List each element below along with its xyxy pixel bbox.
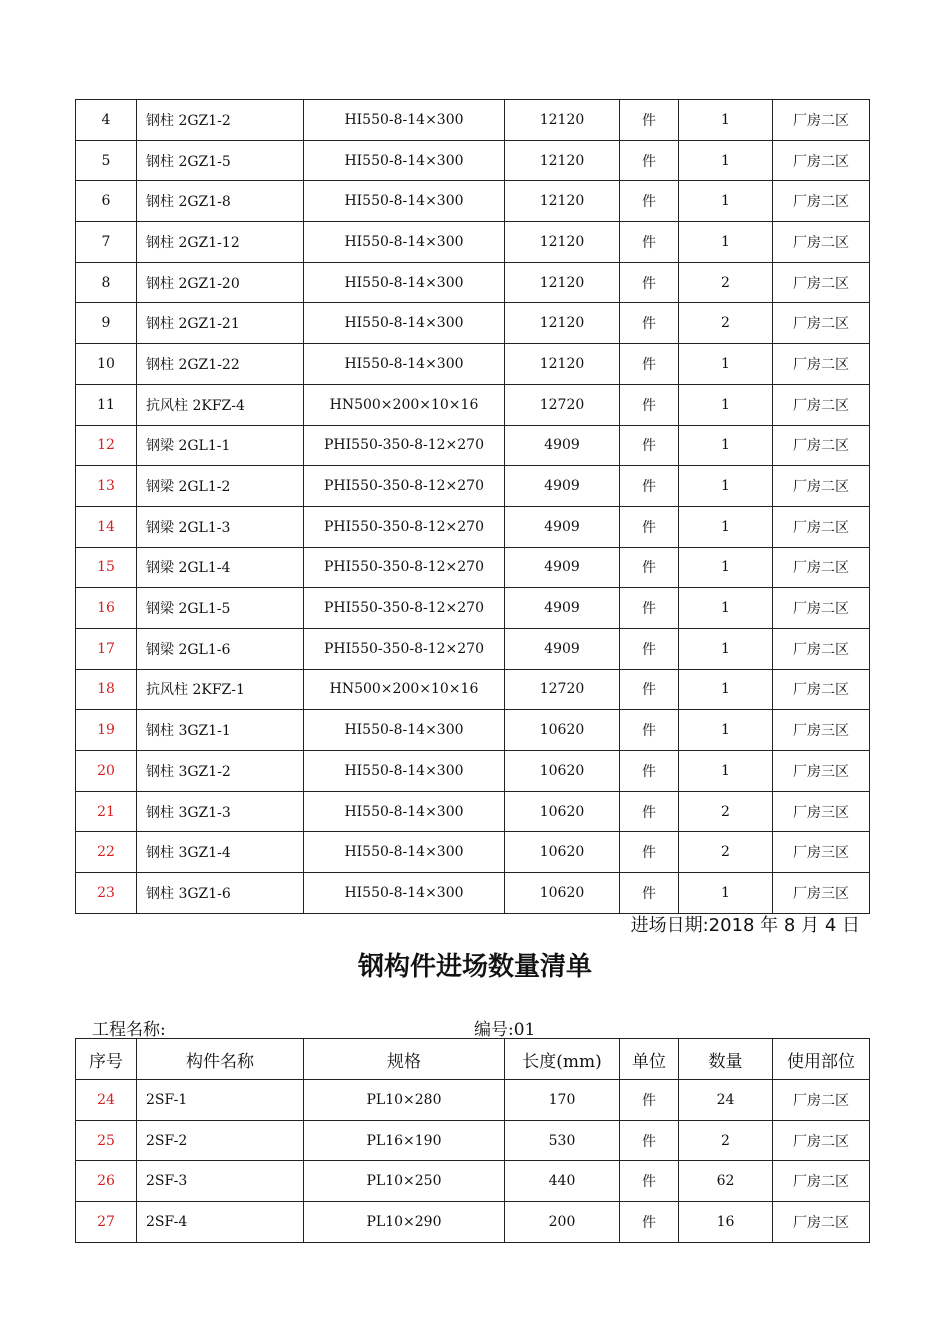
cell-spec: HN500×200×10×16 [304, 669, 505, 710]
cell-location: 厂房二区 [773, 262, 870, 303]
cell-seq: 9 [76, 303, 137, 344]
cell-spec: PL10×290 [304, 1202, 505, 1243]
cell-component-name: 2SF-4 [137, 1202, 304, 1243]
cell-unit: 件 [620, 140, 679, 181]
header-unit: 单位 [620, 1039, 679, 1080]
cell-quantity: 1 [679, 628, 773, 669]
cell-quantity: 24 [679, 1080, 773, 1121]
cell-quantity: 1 [679, 384, 773, 425]
cell-unit: 件 [620, 1202, 679, 1243]
cell-seq: 5 [76, 140, 137, 181]
cell-seq: 15 [76, 547, 137, 588]
cell-quantity: 1 [679, 588, 773, 629]
cell-length: 12720 [505, 669, 620, 710]
cell-quantity: 1 [679, 547, 773, 588]
cell-spec: PHI550-350-8-12×270 [304, 547, 505, 588]
cell-location: 厂房二区 [773, 588, 870, 629]
table-row [76, 1080, 870, 1121]
cell-location: 厂房二区 [773, 344, 870, 385]
table-header-row [76, 1039, 870, 1080]
cell-location: 厂房二区 [773, 628, 870, 669]
cell-location: 厂房二区 [773, 384, 870, 425]
cell-component-name: 2SF-1 [137, 1080, 304, 1121]
cell-spec: HI550-8-14×300 [304, 222, 505, 263]
cell-spec: HI550-8-14×300 [304, 751, 505, 792]
cell-spec: PHI550-350-8-12×270 [304, 588, 505, 629]
header-component-name: 构件名称 [137, 1039, 304, 1080]
table-row [76, 1120, 870, 1161]
cell-quantity: 2 [679, 791, 773, 832]
cell-quantity: 1 [679, 425, 773, 466]
table-row [76, 425, 870, 466]
cell-component-name: 抗风柱 2KFZ-1 [137, 669, 304, 710]
table-row [76, 262, 870, 303]
cell-length: 10620 [505, 873, 620, 914]
cell-unit: 件 [620, 710, 679, 751]
cell-location: 厂房二区 [773, 1161, 870, 1202]
table-row [76, 832, 870, 873]
cell-spec: HI550-8-14×300 [304, 181, 505, 222]
cell-seq: 18 [76, 669, 137, 710]
cell-unit: 件 [620, 222, 679, 263]
cell-component-name: 钢梁 2GL1-3 [137, 506, 304, 547]
table-row [76, 506, 870, 547]
cell-seq: 4 [76, 100, 137, 141]
cell-unit: 件 [620, 751, 679, 792]
cell-length: 10620 [505, 832, 620, 873]
cell-spec: HI550-8-14×300 [304, 710, 505, 751]
table-row [76, 140, 870, 181]
cell-component-name: 钢柱 2GZ1-2 [137, 100, 304, 141]
cell-location: 厂房二区 [773, 181, 870, 222]
cell-component-name: 钢柱 2GZ1-12 [137, 222, 304, 263]
cell-component-name: 抗风柱 2KFZ-4 [137, 384, 304, 425]
cell-component-name: 2SF-2 [137, 1120, 304, 1161]
cell-location: 厂房二区 [773, 1080, 870, 1121]
header-seq: 序号 [76, 1039, 137, 1080]
table-row [76, 344, 870, 385]
table-row [76, 100, 870, 141]
cell-location: 厂房三区 [773, 791, 870, 832]
cell-spec: PL10×280 [304, 1080, 505, 1121]
cell-seq: 16 [76, 588, 137, 629]
cell-length: 4909 [505, 466, 620, 507]
cell-location: 厂房二区 [773, 140, 870, 181]
cell-length: 12120 [505, 262, 620, 303]
cell-quantity: 1 [679, 710, 773, 751]
cell-seq: 24 [76, 1080, 137, 1121]
cell-seq: 7 [76, 222, 137, 263]
cell-component-name: 钢梁 2GL1-2 [137, 466, 304, 507]
cell-location: 厂房二区 [773, 222, 870, 263]
cell-component-name: 钢柱 2GZ1-20 [137, 262, 304, 303]
cell-unit: 件 [620, 181, 679, 222]
cell-seq: 25 [76, 1120, 137, 1161]
cell-quantity: 1 [679, 751, 773, 792]
cell-length: 12120 [505, 181, 620, 222]
cell-quantity: 2 [679, 262, 773, 303]
cell-quantity: 2 [679, 303, 773, 344]
cell-seq: 11 [76, 384, 137, 425]
cell-component-name: 钢梁 2GL1-4 [137, 547, 304, 588]
cell-unit: 件 [620, 1080, 679, 1121]
cell-spec: HI550-8-14×300 [304, 262, 505, 303]
cell-spec: HI550-8-14×300 [304, 344, 505, 385]
cell-unit: 件 [620, 466, 679, 507]
project-name-label: 工程名称: [92, 1020, 166, 1040]
cell-quantity: 1 [679, 344, 773, 385]
cell-length: 4909 [505, 506, 620, 547]
cell-quantity: 16 [679, 1202, 773, 1243]
header-quantity: 数量 [679, 1039, 773, 1080]
cell-component-name: 钢柱 2GZ1-22 [137, 344, 304, 385]
cell-spec: HI550-8-14×300 [304, 832, 505, 873]
cell-length: 4909 [505, 588, 620, 629]
cell-length: 4909 [505, 425, 620, 466]
entry-date: 进场日期:2018 年 8 月 4 日 [630, 915, 860, 936]
cell-component-name: 钢柱 2GZ1-5 [137, 140, 304, 181]
cell-spec: PHI550-350-8-12×270 [304, 425, 505, 466]
cell-component-name: 钢梁 2GL1-5 [137, 588, 304, 629]
table-row [76, 303, 870, 344]
cell-seq: 17 [76, 628, 137, 669]
cell-length: 530 [505, 1120, 620, 1161]
cell-location: 厂房二区 [773, 506, 870, 547]
table-row [76, 791, 870, 832]
cell-quantity: 1 [679, 100, 773, 141]
cell-length: 10620 [505, 751, 620, 792]
header-location: 使用部位 [773, 1039, 870, 1080]
cell-unit: 件 [620, 791, 679, 832]
cell-component-name: 钢柱 3GZ1-4 [137, 832, 304, 873]
cell-quantity: 2 [679, 832, 773, 873]
cell-unit: 件 [620, 506, 679, 547]
table-row [76, 222, 870, 263]
cell-location: 厂房二区 [773, 1202, 870, 1243]
cell-unit: 件 [620, 832, 679, 873]
cell-spec: PHI550-350-8-12×270 [304, 466, 505, 507]
cell-unit: 件 [620, 344, 679, 385]
cell-length: 4909 [505, 628, 620, 669]
cell-seq: 8 [76, 262, 137, 303]
cell-spec: PL10×250 [304, 1161, 505, 1202]
cell-quantity: 62 [679, 1161, 773, 1202]
cell-length: 12120 [505, 100, 620, 141]
table-row [76, 751, 870, 792]
cell-seq: 21 [76, 791, 137, 832]
cell-spec: HI550-8-14×300 [304, 303, 505, 344]
cell-location: 厂房二区 [773, 466, 870, 507]
cell-spec: HI550-8-14×300 [304, 100, 505, 141]
cell-length: 10620 [505, 710, 620, 751]
cell-component-name: 2SF-3 [137, 1161, 304, 1202]
table-row [76, 588, 870, 629]
cell-seq: 27 [76, 1202, 137, 1243]
cell-component-name: 钢柱 3GZ1-6 [137, 873, 304, 914]
cell-location: 厂房二区 [773, 425, 870, 466]
cell-length: 10620 [505, 791, 620, 832]
cell-seq: 14 [76, 506, 137, 547]
component-table-continued [75, 99, 870, 914]
cell-length: 440 [505, 1161, 620, 1202]
cell-seq: 20 [76, 751, 137, 792]
table-row [76, 669, 870, 710]
cell-location: 厂房三区 [773, 873, 870, 914]
cell-length: 12120 [505, 222, 620, 263]
cell-length: 12720 [505, 384, 620, 425]
cell-seq: 22 [76, 832, 137, 873]
table-row [76, 1202, 870, 1243]
cell-length: 4909 [505, 547, 620, 588]
cell-quantity: 1 [679, 506, 773, 547]
cell-unit: 件 [620, 1120, 679, 1161]
cell-seq: 13 [76, 466, 137, 507]
cell-length: 12120 [505, 303, 620, 344]
cell-unit: 件 [620, 384, 679, 425]
cell-component-name: 钢柱 3GZ1-2 [137, 751, 304, 792]
page-title: 钢构件进场数量清单 [357, 952, 592, 982]
table-row [76, 710, 870, 751]
cell-location: 厂房三区 [773, 832, 870, 873]
cell-seq: 10 [76, 344, 137, 385]
cell-location: 厂房二区 [773, 303, 870, 344]
cell-quantity: 2 [679, 1120, 773, 1161]
table-row [76, 466, 870, 507]
cell-quantity: 1 [679, 873, 773, 914]
table-row [76, 1161, 870, 1202]
cell-component-name: 钢柱 2GZ1-21 [137, 303, 304, 344]
cell-location: 厂房二区 [773, 1120, 870, 1161]
cell-location: 厂房二区 [773, 100, 870, 141]
cell-unit: 件 [620, 547, 679, 588]
cell-length: 200 [505, 1202, 620, 1243]
cell-unit: 件 [620, 669, 679, 710]
cell-unit: 件 [620, 1161, 679, 1202]
cell-component-name: 钢梁 2GL1-6 [137, 628, 304, 669]
cell-location: 厂房二区 [773, 547, 870, 588]
cell-seq: 12 [76, 425, 137, 466]
cell-location: 厂房三区 [773, 710, 870, 751]
cell-length: 170 [505, 1080, 620, 1121]
cell-seq: 23 [76, 873, 137, 914]
cell-seq: 19 [76, 710, 137, 751]
cell-quantity: 1 [679, 181, 773, 222]
cell-unit: 件 [620, 588, 679, 629]
cell-length: 12120 [505, 344, 620, 385]
table-row [76, 873, 870, 914]
cell-spec: HN500×200×10×16 [304, 384, 505, 425]
cell-location: 厂房二区 [773, 669, 870, 710]
table-row [76, 181, 870, 222]
cell-length: 12120 [505, 140, 620, 181]
cell-location: 厂房三区 [773, 751, 870, 792]
cell-quantity: 1 [679, 140, 773, 181]
cell-unit: 件 [620, 262, 679, 303]
document-number: 编号:01 [474, 1020, 536, 1040]
cell-component-name: 钢柱 3GZ1-3 [137, 791, 304, 832]
cell-component-name: 钢柱 3GZ1-1 [137, 710, 304, 751]
cell-unit: 件 [620, 425, 679, 466]
cell-unit: 件 [620, 303, 679, 344]
cell-quantity: 1 [679, 669, 773, 710]
cell-spec: PL16×190 [304, 1120, 505, 1161]
cell-spec: PHI550-350-8-12×270 [304, 506, 505, 547]
cell-spec: PHI550-350-8-12×270 [304, 628, 505, 669]
table-row [76, 628, 870, 669]
cell-quantity: 1 [679, 222, 773, 263]
cell-seq: 26 [76, 1161, 137, 1202]
cell-seq: 6 [76, 181, 137, 222]
cell-spec: HI550-8-14×300 [304, 791, 505, 832]
cell-unit: 件 [620, 873, 679, 914]
cell-component-name: 钢梁 2GL1-1 [137, 425, 304, 466]
cell-unit: 件 [620, 100, 679, 141]
cell-unit: 件 [620, 628, 679, 669]
cell-spec: HI550-8-14×300 [304, 140, 505, 181]
cell-component-name: 钢柱 2GZ1-8 [137, 181, 304, 222]
component-table [75, 1038, 870, 1243]
table-row [76, 384, 870, 425]
cell-quantity: 1 [679, 466, 773, 507]
header-spec: 规格 [304, 1039, 505, 1080]
header-length: 长度(mm) [505, 1039, 620, 1080]
table-row [76, 547, 870, 588]
cell-spec: HI550-8-14×300 [304, 873, 505, 914]
